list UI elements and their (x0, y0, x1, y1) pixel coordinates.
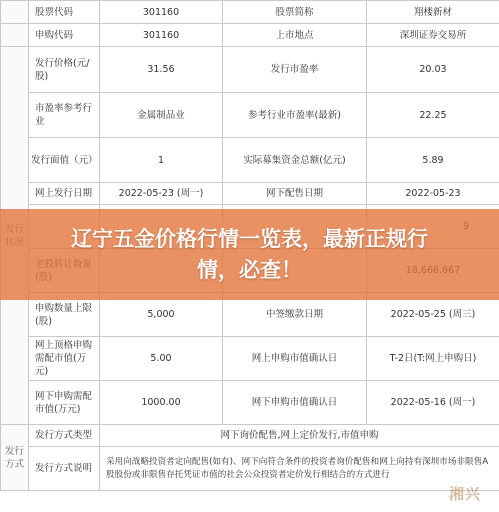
subscription-code-value: 301160 (100, 24, 223, 47)
stock-code-value: 301160 (100, 1, 223, 24)
funds-raised-value: 5.89 (367, 138, 499, 183)
issue-pe-value: 20.03 (367, 47, 499, 93)
table-row (1, 425, 499, 447)
method-desc-value: 采用向战略投资者定向配售(如有)、网下向符合条件的投资者询价配售和网上向持有深圳市场非限售A股股份或非限售存托凭证市值的社会公众投资者定价发行相结合的方式进行 (100, 447, 499, 491)
industry-pe-label: 参考行业市盈率(最新) (223, 93, 367, 138)
issue-pe-label: 发行市盈率 (223, 47, 367, 93)
offline-date-label: 网下配售日期 (223, 183, 367, 205)
par-value-value: 1 (100, 138, 223, 183)
offline-mv-label: 网下申购需配市值(万元) (29, 381, 100, 425)
method-type-label: 发行方式类型 (29, 425, 100, 447)
banner-title: 辽宁五金价格行情一览表，最新正规行情，必查！ (71, 226, 428, 282)
funds-raised-label: 实际募集资金总额(亿元) (223, 138, 367, 183)
issue-price-label: 发行价格(元/股) (29, 47, 100, 93)
stock-name-value: 翔楼新材 (367, 1, 499, 24)
table-row (1, 381, 499, 425)
table-row (1, 138, 499, 183)
method-type-value: 网下询价配售,网上定价发行,市值申购 (100, 425, 499, 447)
table-row (1, 93, 499, 138)
table-row (1, 447, 499, 491)
offline-date-value: 2022-05-23 (367, 183, 499, 205)
payment-date-label: 中签缴款日期 (223, 293, 367, 337)
offline-mv-date-label: 网下申购市值确认日 (223, 381, 367, 425)
group-issue-method: 发行方式 (1, 425, 29, 491)
promo-banner (0, 209, 499, 300)
pe-industry-value: 金属制品业 (100, 93, 223, 138)
online-mv-date-label: 网上申购市值确认日 (223, 337, 367, 381)
sub-limit-value: 5,000 (100, 293, 223, 337)
issue-price-value: 31.56 (100, 47, 223, 93)
online-mv-label: 网上顶格申购需配市值(万元) (29, 337, 100, 381)
stock-code-label: 股票代码 (29, 1, 100, 24)
pe-industry-label: 市盈率参考行业 (29, 93, 100, 138)
offline-mv-value: 1000.00 (100, 381, 223, 425)
table-row (1, 47, 499, 93)
sub-limit-label: 申购数量上限(股) (29, 293, 100, 337)
stock-name-label: 股票简称 (223, 1, 367, 24)
table-row (1, 24, 499, 47)
industry-pe-value: 22.25 (367, 93, 499, 138)
online-mv-value: 5.00 (100, 337, 223, 381)
online-mv-date-value: T-2日(T:网上申购日) (367, 337, 499, 381)
table-row (1, 183, 499, 205)
group-blank (1, 1, 29, 24)
subscription-code-label: 申购代码 (29, 24, 100, 47)
online-issue-date-value: 2022-05-23 (周一) (100, 183, 223, 205)
listing-place-value: 深圳证券交易所 (367, 24, 499, 47)
par-value-label: 发行面值（元） (29, 138, 100, 183)
listing-place-label: 上市地点 (223, 24, 367, 47)
table-row (1, 1, 499, 24)
watermark-logo: 湘兴 (448, 485, 481, 503)
online-issue-date-label: 网上发行日期 (29, 183, 100, 205)
method-desc-label: 发行方式说明 (29, 447, 100, 491)
table-row (1, 337, 499, 381)
payment-date-value: 2022-05-25 (周三) (367, 293, 499, 337)
offline-mv-date-value: 2022-05-16 (周一) (367, 381, 499, 425)
group-blank (1, 24, 29, 47)
